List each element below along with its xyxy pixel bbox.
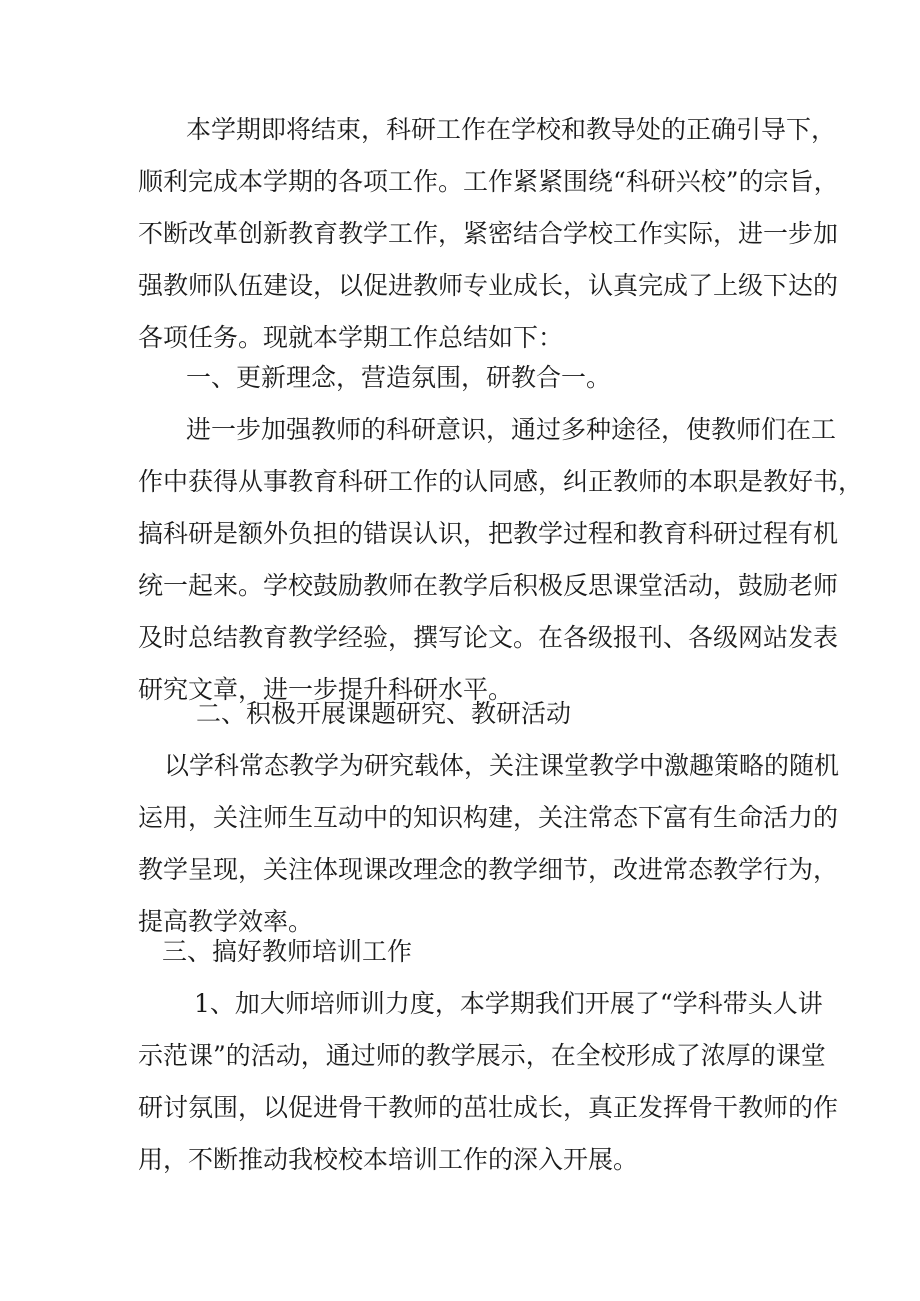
section-heading-3 bbox=[138, 926, 788, 978]
text-line: 1、加大师培师训力度，本学期我们开展了“学科带头人讲 bbox=[194, 989, 823, 1018]
intro-paragraph bbox=[138, 104, 839, 364]
heading-text: 三、搞好教师培训工作 bbox=[162, 937, 413, 966]
text-line: 研讨氛围，以促进骨干教师的茁壮成长，真正发挥骨干教师的作 bbox=[138, 1093, 839, 1122]
text-line: 研究文章，进一步提升科研水平。 bbox=[138, 675, 514, 704]
heading-text: 二、积极开展课题研究、教研活动 bbox=[196, 699, 572, 728]
text-line: 本学期即将结束，科研工作在学校和教导处的正确引导下， bbox=[186, 115, 837, 144]
text-line: 作中获得从事教育科研工作的认同感，纠正教师的本职是教好书， bbox=[138, 467, 864, 496]
text-line: 及时总结教育教学经验，撰写论文。在各级报刊、各级网站发表 bbox=[138, 623, 839, 652]
heading-text: 一、更新理念，营造氛围，研教合一。 bbox=[186, 363, 612, 392]
text-line: 以学科常态教学为研究载体，关注课堂教学中激趣策略的随机 bbox=[164, 751, 840, 780]
text-line: 教学呈现，关注体现课改理念的教学细节，改进常态教学行为， bbox=[138, 855, 839, 884]
text-line: 强教师队伍建设，以促进教师专业成长，认真完成了上级下达的 bbox=[138, 271, 839, 300]
text-line: 搞科研是额外负担的错误认识，把教学过程和教育科研过程有机 bbox=[138, 519, 839, 548]
text-line: 各项任务。现就本学期工作总结如下： bbox=[138, 323, 564, 352]
section-heading-2 bbox=[138, 688, 788, 740]
section-2-paragraph bbox=[138, 740, 840, 948]
text-line: 提高教学效率。 bbox=[138, 907, 314, 936]
text-line: 不断改革创新教育教学工作，紧密结合学校工作实际，进一步加 bbox=[138, 219, 839, 248]
text-line: 顺利完成本学期的各项工作。工作紧紧围绕“科研兴校”的宗旨， bbox=[138, 167, 839, 196]
text-line: 用，不断推动我校校本培训工作的深入开展。 bbox=[138, 1145, 639, 1174]
section-3-paragraph bbox=[138, 978, 839, 1186]
text-line: 进一步加强教师的科研意识，通过多种途径，使教师们在工 bbox=[186, 415, 837, 444]
text-line: 统一起来。学校鼓励教师在教学后积极反思课堂活动，鼓励老师 bbox=[138, 571, 839, 600]
section-1-paragraph bbox=[138, 404, 864, 716]
text-line: 示范课”的活动，通过师的教学展示，在全校形成了浓厚的课堂 bbox=[138, 1041, 826, 1070]
text-line: 运用，关注师生互动中的知识构建，关注常态下富有生命活力的 bbox=[138, 803, 839, 832]
section-heading-1 bbox=[138, 352, 788, 404]
